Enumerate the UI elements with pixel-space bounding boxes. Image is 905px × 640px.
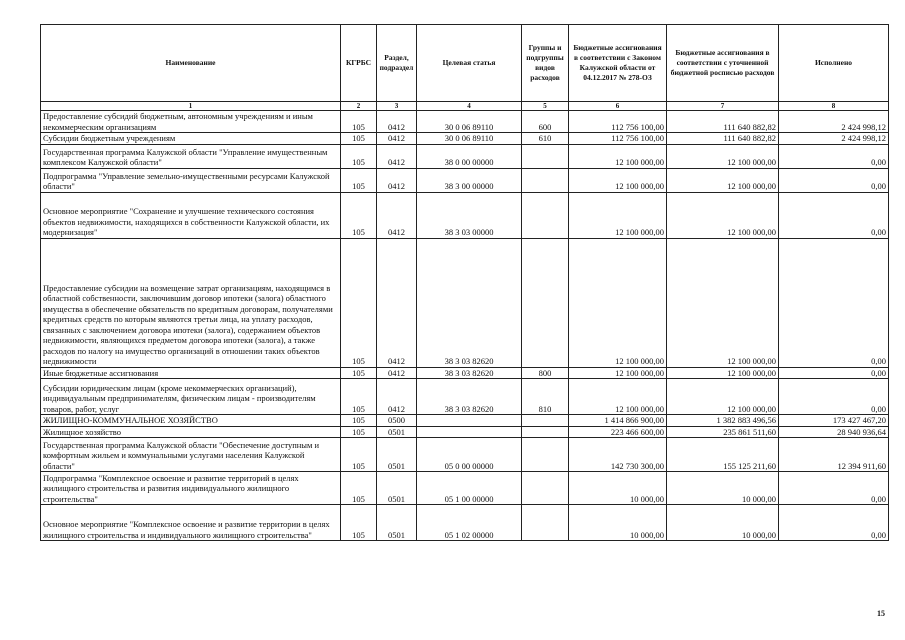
- row-kgrbs-cell: 105: [341, 133, 377, 145]
- row-done-amount-cell: 173 427 467,20: [779, 415, 889, 427]
- row-vid-cell: [522, 426, 569, 438]
- row-name-cell: Подпрограмма "Комплексное освоение и развитие территорий в целях жилищного строительства и развития индивидуального жилищного строительства": [41, 472, 341, 505]
- table-row: [41, 438, 889, 472]
- col-number: 4: [417, 102, 522, 111]
- col-vid-header: Группы и подгруппы видов расходов: [522, 25, 569, 102]
- row-done-amount-cell: 0,00: [779, 168, 889, 192]
- row-razdel-cell: 0500: [377, 415, 417, 427]
- row-done-amount-cell: 0,00: [779, 144, 889, 168]
- col-number: 2: [341, 102, 377, 111]
- row-vid-cell: 810: [522, 379, 569, 415]
- row-razdel-cell: 0412: [377, 168, 417, 192]
- row-celevaya-cell: 05 0 00 00000: [417, 438, 522, 472]
- row-law-amount-cell: 12 100 000,00: [569, 367, 667, 379]
- row-name-cell: Предоставление субсидии на возмещение затрат организациям, находящимся в областной собственности, заключившим договор ипотеки (залога) областного имущества в обеспечение обязательств по кредитным договорам, получателями кредитных средств по которым являются третьи лица, на уплату расходов, связанных с заключением договора ипотеки (залога), содержанием объектов недвижимости, являющихся предметом договора ипотеки (залога), а также расходов по налогу на имущество организаций в отношении таких объектов недвижимости: [41, 238, 341, 367]
- row-celevaya-cell: 38 3 03 82620: [417, 238, 522, 367]
- row-law-amount-cell: 223 466 600,00: [569, 426, 667, 438]
- row-vid-cell: [522, 238, 569, 367]
- col-number: 1: [41, 102, 341, 111]
- row-roster-amount-cell: 12 100 000,00: [667, 144, 779, 168]
- row-kgrbs-cell: 105: [341, 144, 377, 168]
- row-celevaya-cell: 30 0 06 89110: [417, 111, 522, 133]
- row-celevaya-cell: 30 0 06 89110: [417, 133, 522, 145]
- table-row: [41, 238, 889, 367]
- row-roster-amount-cell: 12 100 000,00: [667, 168, 779, 192]
- table-row: [41, 144, 889, 168]
- row-done-amount-cell: 0,00: [779, 367, 889, 379]
- col-number: 3: [377, 102, 417, 111]
- row-celevaya-cell: 38 0 00 00000: [417, 144, 522, 168]
- row-roster-amount-cell: 235 861 511,60: [667, 426, 779, 438]
- row-celevaya-cell: 05 1 00 00000: [417, 472, 522, 505]
- col-roster-header: Бюджетные ассигнования в соответствии с уточненной бюджетной росписью расходов: [667, 25, 779, 102]
- row-done-amount-cell: 2 424 998,12: [779, 133, 889, 145]
- row-razdel-cell: 0501: [377, 438, 417, 472]
- row-celevaya-cell: 38 3 00 00000: [417, 168, 522, 192]
- col-number: 8: [779, 102, 889, 111]
- row-law-amount-cell: 112 756 100,00: [569, 111, 667, 133]
- row-done-amount-cell: 0,00: [779, 379, 889, 415]
- col-number: 5: [522, 102, 569, 111]
- row-vid-cell: [522, 472, 569, 505]
- col-celevaya-header: Целевая статья: [417, 25, 522, 102]
- row-roster-amount-cell: 12 100 000,00: [667, 379, 779, 415]
- row-razdel-cell: 0501: [377, 472, 417, 505]
- row-celevaya-cell: 38 3 03 00000: [417, 192, 522, 238]
- table-row: [41, 505, 889, 541]
- table-row: [41, 111, 889, 133]
- table-row: [41, 192, 889, 238]
- row-roster-amount-cell: 12 100 000,00: [667, 367, 779, 379]
- row-kgrbs-cell: 105: [341, 379, 377, 415]
- row-roster-amount-cell: 111 640 882,82: [667, 133, 779, 145]
- row-vid-cell: [522, 192, 569, 238]
- col-number: 7: [667, 102, 779, 111]
- row-razdel-cell: 0412: [377, 379, 417, 415]
- row-celevaya-cell: 38 3 03 82620: [417, 379, 522, 415]
- col-law-header: Бюджетные ассигнования в соответствии с Законом Калужской области от 04.12.2017 № 278-ОЗ: [569, 25, 667, 102]
- row-name-cell: Предоставление субсидий бюджетным, автономным учреждениям и иным некоммерческим организациям: [41, 111, 341, 133]
- row-law-amount-cell: 10 000,00: [569, 505, 667, 541]
- col-done-header: Исполнено: [779, 25, 889, 102]
- row-razdel-cell: 0412: [377, 238, 417, 367]
- row-kgrbs-cell: 105: [341, 438, 377, 472]
- row-name-cell: ЖИЛИЩНО-КОММУНАЛЬНОЕ ХОЗЯЙСТВО: [41, 415, 341, 427]
- row-roster-amount-cell: 12 100 000,00: [667, 238, 779, 367]
- row-kgrbs-cell: 105: [341, 238, 377, 367]
- row-razdel-cell: 0412: [377, 111, 417, 133]
- row-kgrbs-cell: 105: [341, 505, 377, 541]
- page-number: 15: [877, 609, 885, 618]
- table-header: [41, 25, 889, 111]
- row-law-amount-cell: 12 100 000,00: [569, 238, 667, 367]
- row-vid-cell: 600: [522, 111, 569, 133]
- row-name-cell: Субсидии юридическим лицам (кроме некоммерческих организаций), индивидуальным предпринимателям, физическим лицам - производителям товаров, работ, услуг: [41, 379, 341, 415]
- row-razdel-cell: 0412: [377, 144, 417, 168]
- row-law-amount-cell: 10 000,00: [569, 472, 667, 505]
- row-name-cell: Основное мероприятие "Сохранение и улучшение технического состояния объектов недвижимости, находящихся в собственности Калужской области, их модернизация": [41, 192, 341, 238]
- col-name-header: Наименование: [41, 25, 341, 102]
- row-razdel-cell: 0501: [377, 426, 417, 438]
- row-law-amount-cell: 112 756 100,00: [569, 133, 667, 145]
- row-law-amount-cell: 12 100 000,00: [569, 379, 667, 415]
- table-row: [41, 168, 889, 192]
- table-body: [41, 111, 889, 541]
- table-row: [41, 415, 889, 427]
- row-vid-cell: 800: [522, 367, 569, 379]
- row-kgrbs-cell: 105: [341, 192, 377, 238]
- table-row: [41, 367, 889, 379]
- col-kgrbs-header: КГРБС: [341, 25, 377, 102]
- row-name-cell: Государственная программа Калужской области "Обеспечение доступным и комфортным жильем и коммунальными услугами населения Калужской области": [41, 438, 341, 472]
- col-razdel-header: Раздел, подраздел: [377, 25, 417, 102]
- row-roster-amount-cell: 12 100 000,00: [667, 192, 779, 238]
- row-razdel-cell: 0412: [377, 192, 417, 238]
- row-celevaya-cell: [417, 426, 522, 438]
- row-kgrbs-cell: 105: [341, 367, 377, 379]
- row-vid-cell: [522, 144, 569, 168]
- col-number: 6: [569, 102, 667, 111]
- row-vid-cell: 610: [522, 133, 569, 145]
- row-razdel-cell: 0412: [377, 367, 417, 379]
- row-done-amount-cell: 12 394 911,60: [779, 438, 889, 472]
- row-kgrbs-cell: 105: [341, 168, 377, 192]
- row-name-cell: Жилищное хозяйство: [41, 426, 341, 438]
- row-done-amount-cell: 0,00: [779, 505, 889, 541]
- table-row: [41, 379, 889, 415]
- row-law-amount-cell: 12 100 000,00: [569, 192, 667, 238]
- table-row: [41, 472, 889, 505]
- row-roster-amount-cell: 10 000,00: [667, 472, 779, 505]
- row-vid-cell: [522, 168, 569, 192]
- budget-table: [40, 24, 889, 541]
- row-name-cell: Основное мероприятие "Комплексное освоение и развитие территории в целях жилищного строительства и индивидуального жилищного строительства": [41, 505, 341, 541]
- table-row: [41, 133, 889, 145]
- row-vid-cell: [522, 415, 569, 427]
- table-row: [41, 426, 889, 438]
- row-kgrbs-cell: 105: [341, 426, 377, 438]
- row-name-cell: Субсидии бюджетным учреждениям: [41, 133, 341, 145]
- row-kgrbs-cell: 105: [341, 111, 377, 133]
- row-name-cell: Подпрограмма "Управление земельно-имущественными ресурсами Калужской области": [41, 168, 341, 192]
- row-celevaya-cell: 05 1 02 00000: [417, 505, 522, 541]
- row-roster-amount-cell: 111 640 882,82: [667, 111, 779, 133]
- row-roster-amount-cell: 1 382 883 496,56: [667, 415, 779, 427]
- budget-table-sheet: [40, 24, 889, 541]
- row-done-amount-cell: 0,00: [779, 238, 889, 367]
- row-done-amount-cell: 28 940 936,64: [779, 426, 889, 438]
- row-done-amount-cell: 0,00: [779, 472, 889, 505]
- row-roster-amount-cell: 155 125 211,60: [667, 438, 779, 472]
- row-roster-amount-cell: 10 000,00: [667, 505, 779, 541]
- row-done-amount-cell: 0,00: [779, 192, 889, 238]
- row-kgrbs-cell: 105: [341, 415, 377, 427]
- row-celevaya-cell: 38 3 03 82620: [417, 367, 522, 379]
- row-name-cell: Иные бюджетные ассигнования: [41, 367, 341, 379]
- row-vid-cell: [522, 438, 569, 472]
- row-name-cell: Государственная программа Калужской области "Управление имущественным комплексом Калужской области": [41, 144, 341, 168]
- row-kgrbs-cell: 105: [341, 472, 377, 505]
- row-law-amount-cell: 12 100 000,00: [569, 144, 667, 168]
- row-vid-cell: [522, 505, 569, 541]
- row-razdel-cell: 0501: [377, 505, 417, 541]
- row-celevaya-cell: [417, 415, 522, 427]
- row-law-amount-cell: 142 730 300,00: [569, 438, 667, 472]
- row-law-amount-cell: 12 100 000,00: [569, 168, 667, 192]
- row-done-amount-cell: 2 424 998,12: [779, 111, 889, 133]
- row-law-amount-cell: 1 414 866 900,00: [569, 415, 667, 427]
- row-razdel-cell: 0412: [377, 133, 417, 145]
